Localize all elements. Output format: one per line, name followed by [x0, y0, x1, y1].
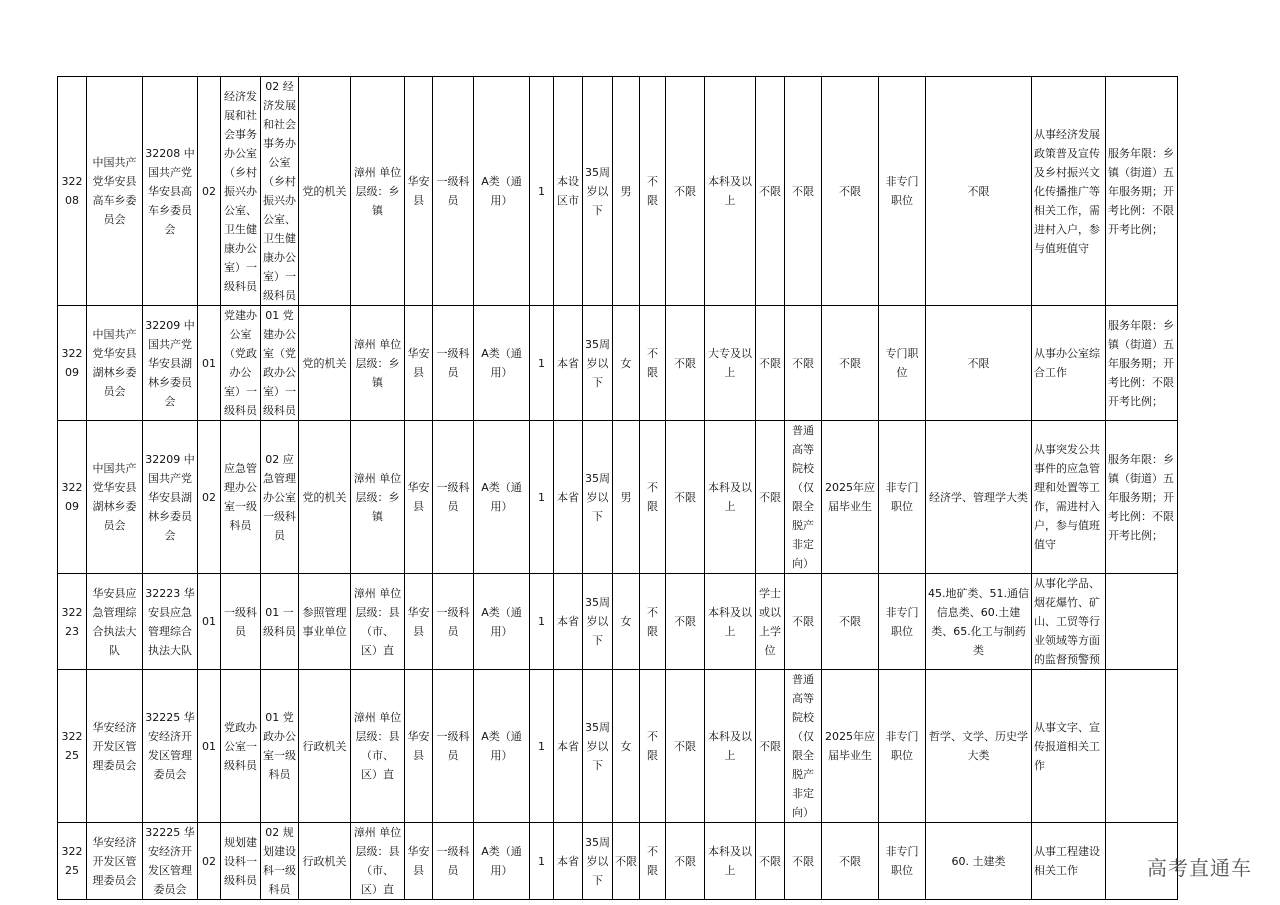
table-cell: 非专门职位	[879, 823, 926, 900]
table-cell: 不限	[640, 670, 666, 823]
table-cell: 不限	[822, 77, 879, 306]
table-cell: 党的机关	[299, 306, 351, 421]
table-cell: A类（通用）	[474, 421, 530, 574]
table-cell: 35周岁以下	[583, 823, 613, 900]
table-cell: 01 党政办公室一级科员	[261, 670, 299, 823]
table-cell: 不限	[822, 574, 879, 670]
table-cell	[1106, 670, 1178, 823]
table-cell: 非专门职位	[879, 574, 926, 670]
table-cell: 大专及以上	[705, 306, 756, 421]
table-cell: 不限	[756, 823, 785, 900]
table-cell: 应急管理办公室一级科员	[221, 421, 261, 574]
table-cell: 60. 土建类	[926, 823, 1032, 900]
table-cell: A类（通用）	[474, 77, 530, 306]
table-cell: 本省	[554, 421, 583, 574]
table-cell: 女	[613, 670, 640, 823]
job-table	[57, 76, 1178, 900]
table-cell: 不限	[756, 670, 785, 823]
table-cell: 女	[613, 574, 640, 670]
table-cell: 32223	[58, 574, 87, 670]
table-cell: 不限	[785, 306, 822, 421]
table-cell: 32225 华安经济开发区管理委员会	[143, 670, 198, 823]
table-cell: 从事文字、宣传报道相关工作	[1032, 670, 1106, 823]
table-cell	[1106, 574, 1178, 670]
table-cell: 1	[530, 670, 554, 823]
table-cell: 32225	[58, 670, 87, 823]
table-cell: 本科及以上	[705, 823, 756, 900]
table-cell: 行政机关	[299, 823, 351, 900]
table-cell: 哲学、文学、历史学大类	[926, 670, 1032, 823]
table-cell: 不限	[926, 77, 1032, 306]
table-cell: A类（通用）	[474, 670, 530, 823]
table-cell: 1	[530, 77, 554, 306]
table-cell: 不限	[666, 670, 705, 823]
table-cell: 不限	[640, 574, 666, 670]
table-cell: 本设区市	[554, 77, 583, 306]
table-cell: 服务年限：乡镇（街道）五年服务期；开考比例：不限开考比例；	[1106, 77, 1178, 306]
table-cell: 非专门职位	[879, 670, 926, 823]
table-cell: 规划建设科一级科员	[221, 823, 261, 900]
table-cell: 一级科员	[433, 670, 474, 823]
table-cell: 经济学、管理学大类	[926, 421, 1032, 574]
table-cell: 行政机关	[299, 670, 351, 823]
table-cell: 党政办公室一级科员	[221, 670, 261, 823]
table-cell: 35周岁以下	[583, 77, 613, 306]
table-cell: 漳州 单位层级：乡镇	[351, 421, 405, 574]
table-cell: 01	[198, 306, 221, 421]
table-cell: 一级科员	[433, 306, 474, 421]
table-cell: 02	[198, 421, 221, 574]
table-cell: 华安县应急管理综合执法大队	[87, 574, 143, 670]
table-cell: 非专门职位	[879, 77, 926, 306]
table-cell: 01	[198, 670, 221, 823]
table-cell: 02 规划建设科一级科员	[261, 823, 299, 900]
table-cell: 本科及以上	[705, 77, 756, 306]
table-cell: 45.地矿类、51.通信信息类、60.土建类、65.化工与制药类	[926, 574, 1032, 670]
table-cell: A类（通用）	[474, 574, 530, 670]
table-cell: 党的机关	[299, 421, 351, 574]
table-cell: 不限	[613, 823, 640, 900]
table-cell: 35周岁以下	[583, 670, 613, 823]
table-cell: 中国共产党华安县湖林乡委员会	[87, 306, 143, 421]
table-cell: 32225	[58, 823, 87, 900]
table-cell: 服务年限：乡镇（街道）五年服务期；开考比例：不限开考比例；	[1106, 421, 1178, 574]
table-cell: 漳州 单位层级：县（市、区）直	[351, 823, 405, 900]
table-cell: 华安经济开发区管理委员会	[87, 823, 143, 900]
watermark-text: 高考直通车	[1147, 856, 1252, 880]
table-cell: 学士或以上学位	[756, 574, 785, 670]
table-cell: 32223 华安县应急管理综合执法大队	[143, 574, 198, 670]
table-cell: 不限	[926, 306, 1032, 421]
table-cell: 从事办公室综合工作	[1032, 306, 1106, 421]
table-cell: 一级科员	[221, 574, 261, 670]
table-cell: 漳州 单位层级：县（市、区）直	[351, 574, 405, 670]
table-cell: 35周岁以下	[583, 306, 613, 421]
table-row	[58, 77, 1178, 306]
table-cell: 本省	[554, 574, 583, 670]
table-cell: 01	[198, 574, 221, 670]
table-cell: 华安县	[405, 77, 433, 306]
table-cell: 1	[530, 306, 554, 421]
table-cell: A类（通用）	[474, 306, 530, 421]
table-cell: 漳州 单位层级：县（市、区）直	[351, 670, 405, 823]
table-cell: 不限	[640, 77, 666, 306]
table-cell: 中国共产党华安县高车乡委员会	[87, 77, 143, 306]
table-cell: 32209	[58, 421, 87, 574]
table-cell: 02	[198, 823, 221, 900]
table-cell: 不限	[822, 823, 879, 900]
table-cell: 一级科员	[433, 77, 474, 306]
table-row	[58, 306, 1178, 421]
table-cell: 中国共产党华安县湖林乡委员会	[87, 421, 143, 574]
table-cell: 本科及以上	[705, 421, 756, 574]
table-cell: 不限	[640, 421, 666, 574]
table-cell: 不限	[666, 306, 705, 421]
table-cell: 不限	[640, 306, 666, 421]
table-cell: 普通高等院校（仅限全脱产非定向）	[785, 670, 822, 823]
table-cell: 32208	[58, 77, 87, 306]
table-cell: 非专门职位	[879, 421, 926, 574]
table-cell: 漳州 单位层级：乡镇	[351, 306, 405, 421]
table-cell: 1	[530, 574, 554, 670]
table-cell: 男	[613, 77, 640, 306]
table-cell: 01 党建办公室（党政办公室）一级科员	[261, 306, 299, 421]
table-cell: 参照管理事业单位	[299, 574, 351, 670]
table-cell: 35周岁以下	[583, 574, 613, 670]
table-cell: 本省	[554, 306, 583, 421]
table-cell: 一级科员	[433, 421, 474, 574]
table-cell: 不限	[640, 823, 666, 900]
table-cell: 党的机关	[299, 77, 351, 306]
table-cell: 不限	[756, 77, 785, 306]
table-cell: 从事工程建设相关工作	[1032, 823, 1106, 900]
table-cell: 不限	[666, 823, 705, 900]
table-cell: 华安县	[405, 670, 433, 823]
table-cell: 不限	[666, 574, 705, 670]
table-cell: 32209 中国共产党华安县湖林乡委员会	[143, 306, 198, 421]
table-cell: 一级科员	[433, 823, 474, 900]
table-cell: 32208 中国共产党华安县高车乡委员会	[143, 77, 198, 306]
table-row	[58, 823, 1178, 900]
table-cell: 专门职位	[879, 306, 926, 421]
table-cell: 不限	[756, 306, 785, 421]
table-cell: 女	[613, 306, 640, 421]
table-cell: 本省	[554, 670, 583, 823]
table-cell: 从事化学品、烟花爆竹、矿山、工贸等行业领域等方面的监督预警预	[1032, 574, 1106, 670]
table-cell: 32225 华安经济开发区管理委员会	[143, 823, 198, 900]
table-cell: 32209 中国共产党华安县湖林乡委员会	[143, 421, 198, 574]
table-cell: 2025年应届毕业生	[822, 670, 879, 823]
table-cell: 服务年限：乡镇（街道）五年服务期；开考比例：不限开考比例；	[1106, 306, 1178, 421]
table-cell: 一级科员	[433, 574, 474, 670]
table-cell: 本科及以上	[705, 670, 756, 823]
table-cell: 本科及以上	[705, 574, 756, 670]
table-cell: 华安县	[405, 823, 433, 900]
table-cell: 华安县	[405, 306, 433, 421]
table-cell: 男	[613, 421, 640, 574]
table-cell: 不限	[785, 574, 822, 670]
table-row	[58, 574, 1178, 670]
table-cell: 普通高等院校（仅限全脱产非定向）	[785, 421, 822, 574]
table-cell: 1	[530, 823, 554, 900]
table-cell: 不限	[785, 823, 822, 900]
table-cell: 不限	[756, 421, 785, 574]
table-cell: 不限	[785, 77, 822, 306]
table-cell: 02 经济发展和社会事务办公室（乡村振兴办公室、卫生健康办公室）一级科员	[261, 77, 299, 306]
table-cell: 不限	[666, 77, 705, 306]
table-cell: 党建办公室（党政办公室）一级科员	[221, 306, 261, 421]
table-cell: 华安经济开发区管理委员会	[87, 670, 143, 823]
table-cell: 2025年应届毕业生	[822, 421, 879, 574]
table-cell: 02	[198, 77, 221, 306]
table-cell: 经济发展和社会事务办公室（乡村振兴办公室、卫生健康办公室）一级科员	[221, 77, 261, 306]
table-cell: 华安县	[405, 421, 433, 574]
table-cell: 不限	[666, 421, 705, 574]
table-cell: 1	[530, 421, 554, 574]
table-cell: 本省	[554, 823, 583, 900]
table-cell: 华安县	[405, 574, 433, 670]
table-cell: 32209	[58, 306, 87, 421]
table-row	[58, 421, 1178, 574]
table-cell: 不限	[822, 306, 879, 421]
table-cell: A类（通用）	[474, 823, 530, 900]
table-cell: 漳州 单位层级：乡镇	[351, 77, 405, 306]
table-cell: 01 一级科员	[261, 574, 299, 670]
table-cell: 从事经济发展政策普及宣传及乡村振兴文化传播推广等相关工作，需进村入户，参与值班值守	[1032, 77, 1106, 306]
table-cell: 02 应急管理办公室一级科员	[261, 421, 299, 574]
table-row	[58, 670, 1178, 823]
table-cell: 从事突发公共事件的应急管理和处置等工作，需进村入户，参与值班值守	[1032, 421, 1106, 574]
table-cell: 35周岁以下	[583, 421, 613, 574]
